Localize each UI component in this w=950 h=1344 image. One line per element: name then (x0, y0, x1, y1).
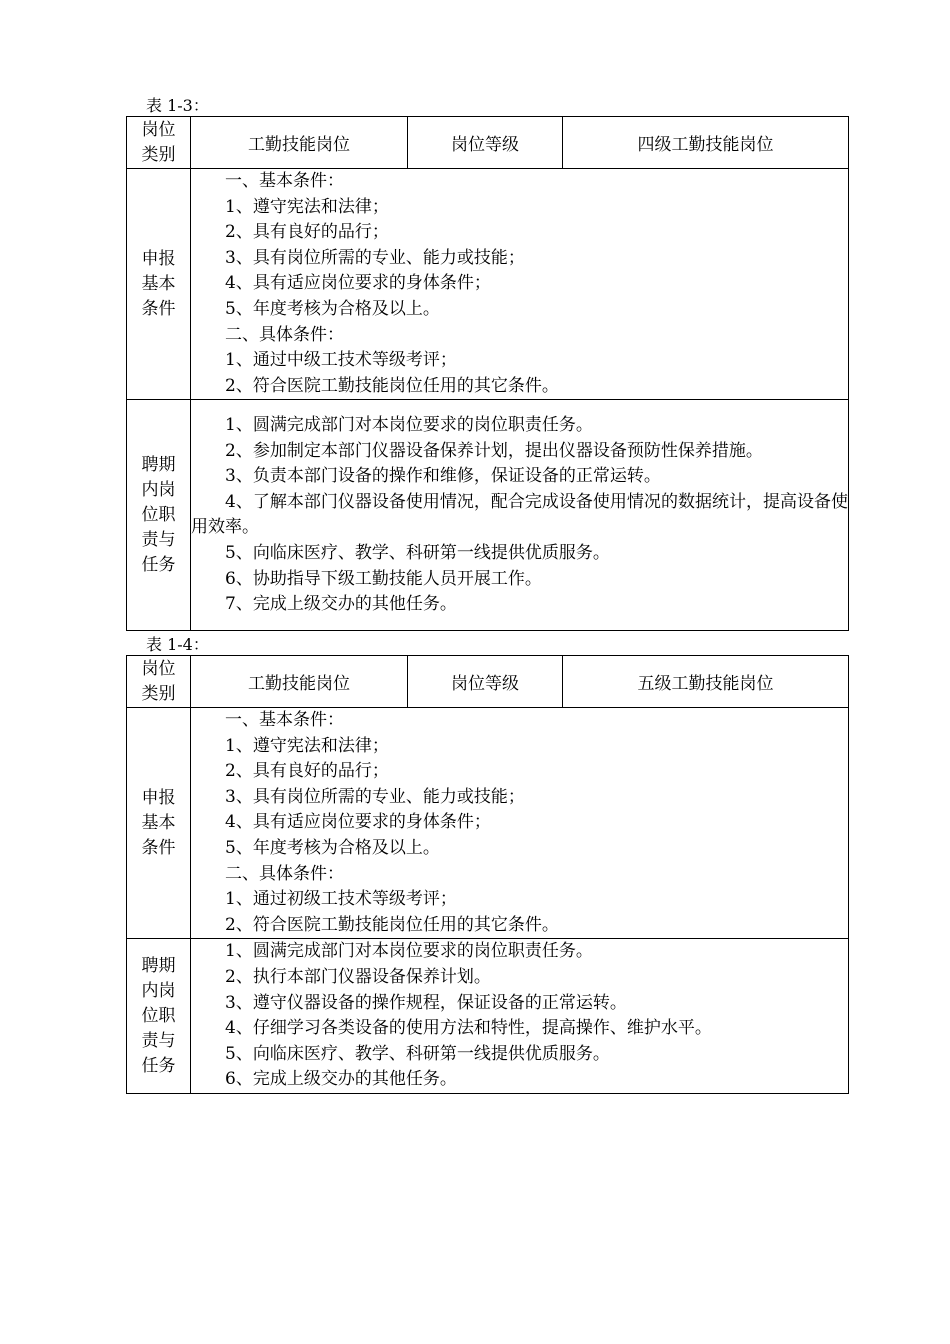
requirement-item: 3、具有岗位所需的专业、能力或技能； (225, 247, 525, 268)
requirement-item: 4、具有适应岗位要求的身体条件； (225, 812, 491, 833)
category-label: 岗位 类别 (127, 656, 191, 708)
duty-item: 5、向临床医疗、教学、科研第一线提供优质服务。 (225, 1043, 610, 1064)
requirement-item: 1、通过初级工技术等级考评； (225, 889, 457, 910)
requirement-item: 1、遵守宪法和法律； (225, 196, 389, 217)
duty-item: 2、参加制定本部门仪器设备保养计划，提出仪器设备预防性保养措施。 (225, 440, 763, 461)
duty-item: 1、圆满完成部门对本岗位要求的岗位职责任务。 (225, 941, 593, 962)
job-table-1-3 (126, 116, 849, 631)
duty-item: 4、了解本部门仪器设备使用情况，配合完成设备使用情况的数据统计，提高设备使用效率。 (191, 491, 848, 538)
requirements-list (191, 708, 849, 939)
requirement-item: 2、符合医院工勤技能岗位任用的其它条件。 (225, 914, 559, 935)
requirement-item: 5、年度考核为合格及以上。 (225, 837, 440, 858)
requirement-item: 2、具有良好的品行； (225, 761, 389, 782)
duty-item: 6、协助指导下级工勤技能人员开展工作。 (225, 568, 542, 589)
grade-value: 四级工勤技能岗位 (563, 117, 849, 169)
requirement-item: 4、具有适应岗位要求的身体条件； (225, 273, 491, 294)
table-caption: 表 1-4： (146, 635, 209, 654)
category-value: 工勤技能岗位 (191, 117, 408, 169)
duty-item: 4、仔细学习各类设备的使用方法和特性，提高操作、维护水平。 (225, 1018, 712, 1039)
duties-label: 聘期 内岗 位职 责与 任务 (127, 400, 191, 631)
requirement-item: 2、具有良好的品行； (225, 222, 389, 243)
grade-label: 岗位等级 (408, 117, 563, 169)
requirement-item: 1、通过中级工技术等级考评； (225, 350, 457, 371)
requirements-list (191, 169, 849, 400)
requirement-item: 二、具体条件： (225, 863, 344, 884)
grade-value: 五级工勤技能岗位 (563, 656, 849, 708)
requirement-item: 5、年度考核为合格及以上。 (225, 298, 440, 319)
category-value: 工勤技能岗位 (191, 656, 408, 708)
duty-item: 3、负责本部门设备的操作和维修，保证设备的正常运转。 (225, 466, 661, 487)
category-label: 岗位 类别 (127, 117, 191, 169)
requirements-label: 申报 基本 条件 (127, 708, 191, 939)
requirement-item: 一、基本条件： (225, 171, 344, 191)
duty-item: 2、执行本部门仪器设备保养计划。 (225, 966, 491, 987)
duty-item: 5、向临床医疗、教学、科研第一线提供优质服务。 (225, 542, 610, 563)
duty-item: 3、遵守仪器设备的操作规程，保证设备的正常运转。 (225, 992, 627, 1013)
requirements-label: 申报 基本 条件 (127, 169, 191, 400)
duty-item: 1、圆满完成部门对本岗位要求的岗位职责任务。 (225, 414, 593, 435)
table-caption: 表 1-3： (146, 96, 209, 115)
requirement-item: 一、基本条件： (225, 710, 344, 730)
requirement-item: 1、遵守宪法和法律； (225, 735, 389, 756)
requirement-item: 二、具体条件： (225, 324, 344, 345)
duties-list (191, 939, 849, 1094)
duties-list (191, 400, 849, 631)
requirement-item: 2、符合医院工勤技能岗位任用的其它条件。 (225, 375, 559, 396)
grade-label: 岗位等级 (408, 656, 563, 708)
duty-item: 6、完成上级交办的其他任务。 (225, 1069, 457, 1090)
duty-item: 7、完成上级交办的其他任务。 (225, 594, 457, 615)
job-table-1-4 (126, 655, 849, 1094)
duties-label: 聘期 内岗 位职 责与 任务 (127, 939, 191, 1094)
requirement-item: 3、具有岗位所需的专业、能力或技能； (225, 786, 525, 807)
